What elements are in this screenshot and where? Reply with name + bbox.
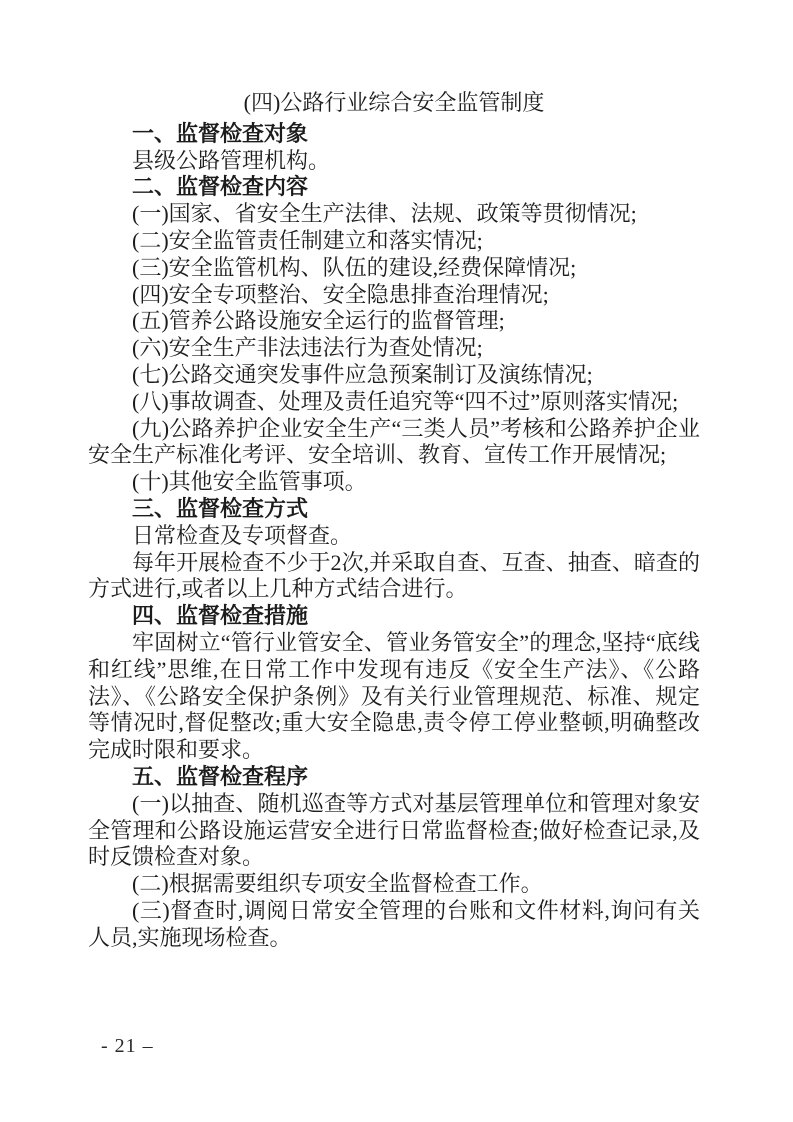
paragraph: 牢固树立“管行业管安全、管业务管安全”的理念,坚持“底线和红线”思维,在日常工作中发现有违反《安全生产法》、《公路法》、《公路安全保护条例》及有关行业管理规范、标准、规定等情况时,督促整改;重大安全隐患,责令停工停业整顿,明确整改完成时限和要求。 — [88, 629, 700, 763]
list-item-4: (四)安全专项整治、安全隐患排查治理情况; — [132, 281, 549, 307]
document-title: (四)公路行业综合安全监管制度 — [243, 90, 545, 115]
section-heading-4: 四、监督检查措施 — [132, 603, 309, 629]
document-body — [88, 90, 700, 952]
section-heading-1: 一、监督检查对象 — [132, 120, 309, 146]
list-item-3: (三)安全监管机构、队伍的建设,经费保障情况; — [132, 254, 577, 280]
list-item-1: (一)国家、省安全生产法律、法规、政策等贯彻情况; — [132, 201, 637, 227]
list-item-6: (六)安全生产非法违法行为查处情况; — [132, 335, 483, 361]
section-heading-3: 三、监督检查方式 — [132, 495, 309, 521]
section-heading-2: 二、监督检查内容 — [132, 174, 309, 200]
section-heading-5: 五、监督检查程序 — [132, 763, 309, 789]
list-item-7: (七)公路交通突发事件应急预案制订及演练情况; — [132, 361, 593, 387]
paragraph: 日常检查及专项督查。 — [132, 522, 353, 548]
list-item-10: (十)其他安全监管事项。 — [132, 469, 367, 495]
procedure-item-2: (二)根据需要组织专项安全监督检查工作。 — [132, 871, 543, 897]
procedure-item-1: (一)以抽查、随机巡查等方式对基层管理单位和管理对象安全管理和公路设施运营安全进行日常监督检查;做好检查记录,及时反馈检查对象。 — [88, 790, 700, 870]
procedure-item-3: (三)督查时,调阅日常安全管理的台账和文件材料,询问有关人员,实施现场检查。 — [88, 897, 700, 950]
paragraph: 县级公路管理机构。 — [132, 147, 331, 173]
list-item-2: (二)安全监管责任制建立和落实情况; — [132, 227, 483, 253]
page-number: - 21 – — [101, 1035, 154, 1057]
list-item-9: (九)公路养护企业安全生产“三类人员”考核和公路养护企业安全生产标准化考评、安全培训、教育、宣传工作开展情况; — [88, 415, 700, 468]
list-item-5: (五)管养公路设施安全运行的监督管理; — [132, 308, 505, 334]
paragraph: 每年开展检查不少于2次,并采取自查、互查、抽查、暗查的方式进行,或者以上几种方式结合进行。 — [88, 549, 700, 602]
list-item-8: (八)事故调查、处理及责任追究等“四不过”原则落实情况; — [132, 388, 679, 414]
